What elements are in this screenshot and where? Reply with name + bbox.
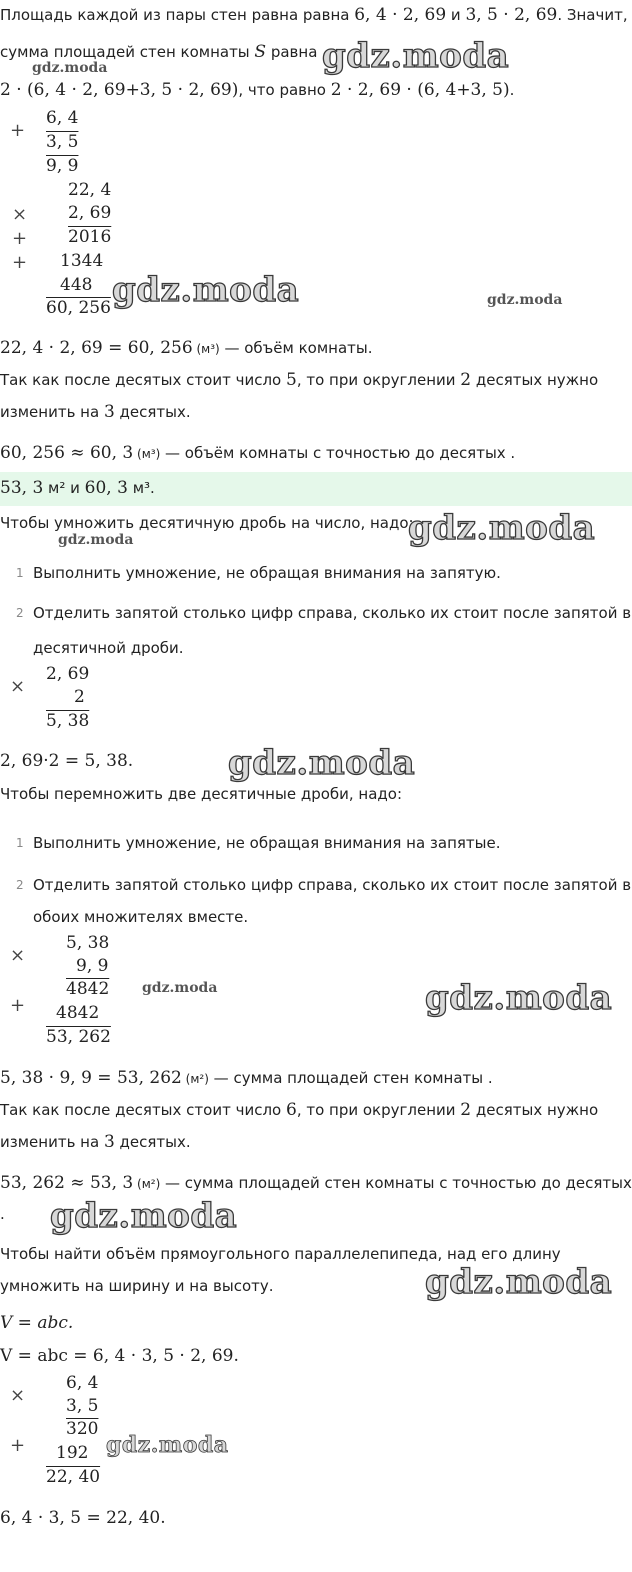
volume-line bbox=[0, 338, 373, 359]
intro-line-3 bbox=[0, 80, 514, 100]
math: 53, 3 bbox=[0, 478, 44, 498]
text: , что равно bbox=[238, 81, 331, 99]
plus-sign: + bbox=[10, 1435, 26, 1456]
list-item-continued: обоих множителях вместе. bbox=[33, 908, 249, 926]
times-sign: × bbox=[10, 1385, 26, 1406]
text: десятых нужно bbox=[471, 1101, 599, 1119]
text: , то при округлении bbox=[296, 371, 461, 389]
calc-number: 2 bbox=[74, 687, 85, 707]
text: равна bbox=[266, 43, 318, 61]
plus-sign: + bbox=[10, 120, 26, 141]
rule-line: Чтобы найти объём прямоугольного параллелепипеда, над его длину bbox=[0, 1245, 561, 1263]
math: 5 bbox=[285, 370, 297, 390]
calc-partial: 4842 bbox=[56, 1003, 100, 1023]
plus-sign: + bbox=[12, 252, 28, 273]
calc-number: 22, 4 bbox=[68, 180, 112, 200]
watermark: gdz.moda bbox=[487, 292, 563, 308]
list-item: Выполнить умножение, не обращая внимания на запятую. bbox=[33, 564, 501, 582]
text: — объём комнаты. bbox=[219, 339, 373, 357]
list-item: Отделить запятой столько цифр справа, сколько их стоит после запятой в bbox=[33, 604, 632, 622]
calc-number: 2, 69 bbox=[68, 203, 112, 223]
text: десятых. bbox=[114, 403, 191, 421]
math: 3 bbox=[103, 402, 115, 422]
rounding-line-1 bbox=[0, 1100, 598, 1120]
rounding-line-2 bbox=[0, 402, 191, 422]
approx-line bbox=[0, 443, 515, 464]
watermark: gdz.moda bbox=[106, 1432, 229, 1458]
text: — сумма площадей стен комнаты . bbox=[208, 1069, 493, 1087]
text: . bbox=[509, 81, 515, 99]
text: . Значит, bbox=[557, 6, 628, 24]
calc-result: 5, 38 bbox=[46, 711, 90, 731]
plus-sign: + bbox=[12, 228, 28, 249]
calc-result: 53, 262 bbox=[46, 1027, 111, 1047]
intro-line-1 bbox=[0, 5, 628, 25]
rounding-line-2 bbox=[0, 1132, 191, 1152]
text: Площадь каждой из пары стен равна равна bbox=[0, 6, 355, 24]
watermark: gdz.moda bbox=[142, 980, 218, 996]
rule-title: Чтобы перемножить две десятичные дроби, надо: bbox=[0, 785, 403, 803]
math: 60, 3 bbox=[84, 478, 128, 498]
plus-sign: + bbox=[10, 995, 26, 1016]
calc-partial: 2016 bbox=[68, 227, 112, 247]
text: десятых. bbox=[114, 1133, 191, 1151]
text: и bbox=[446, 6, 466, 24]
list-item-continued: десятичной дроби. bbox=[33, 639, 184, 657]
text: м² и bbox=[43, 479, 85, 497]
trailing-dot: . bbox=[0, 1205, 5, 1223]
math: 5, 38 · 9, 9 = 53, 262 bbox=[0, 1068, 182, 1088]
text: — сумма площадей стен комнаты с точностью до десятых bbox=[160, 1174, 632, 1192]
times-sign: × bbox=[10, 945, 26, 966]
text: , то при округлении bbox=[296, 1101, 461, 1119]
watermark: gdz.moda bbox=[50, 1196, 238, 1236]
unit: (м²) bbox=[133, 1177, 161, 1191]
calc-partial: 448 bbox=[60, 275, 93, 295]
calc-result: 9, 9 bbox=[46, 156, 79, 176]
list-number: 1 bbox=[16, 566, 24, 580]
watermark: gdz.moda bbox=[32, 60, 108, 76]
formula: V = abc = 6, 4 · 3, 5 · 2, 69. bbox=[0, 1346, 239, 1366]
text: м³. bbox=[127, 479, 155, 497]
math: 22, 4 · 2, 69 = 60, 256 bbox=[0, 338, 193, 358]
times-sign: × bbox=[10, 676, 26, 697]
calc-partial: 192 bbox=[56, 1443, 89, 1463]
math: 2 bbox=[460, 1100, 472, 1120]
calc-result: 60, 256 bbox=[46, 298, 111, 318]
list-item: Выполнить умножение, не обращая внимания на запятые. bbox=[33, 834, 501, 852]
watermark: gdz.moda bbox=[112, 270, 300, 310]
watermark: gdz.moda bbox=[58, 532, 134, 548]
calc-number: 3, 5 bbox=[46, 132, 79, 152]
watermark: gdz.moda bbox=[322, 36, 510, 76]
math: 3, 5 · 2, 69 bbox=[465, 5, 558, 25]
calc-partial: 1344 bbox=[60, 251, 104, 271]
math: 60, 256 ≈ 60, 3 bbox=[0, 443, 134, 463]
rule-title: Чтобы умножить десятичную дробь на число, надо: bbox=[0, 514, 414, 532]
text: изменить на bbox=[0, 403, 104, 421]
text: — объём комнаты с точностью до десятых . bbox=[160, 444, 516, 462]
result-line bbox=[0, 1508, 166, 1528]
list-number: 2 bbox=[16, 878, 24, 892]
calc-partial: 320 bbox=[66, 1419, 99, 1439]
formula: V = abc. bbox=[0, 1313, 74, 1333]
unit: (м²) bbox=[181, 1072, 209, 1086]
math: 2, 69·2 = 5, 38. bbox=[0, 751, 134, 771]
calc-result: 22, 40 bbox=[46, 1467, 101, 1487]
answer-line bbox=[0, 478, 155, 498]
math: S bbox=[254, 42, 267, 62]
times-sign: × bbox=[12, 204, 28, 225]
list-item: Отделить запятой столько цифр справа, сколько их стоит после запятой в bbox=[33, 876, 632, 894]
unit: (м³) bbox=[192, 342, 220, 356]
calc-number: 5, 38 bbox=[66, 933, 110, 953]
calc-number: 9, 9 bbox=[76, 956, 109, 976]
calc-number: 6, 4 bbox=[46, 108, 79, 128]
math: 6, 4 · 2, 69 bbox=[354, 5, 447, 25]
math: 3 bbox=[103, 1132, 115, 1152]
calc-number: 3, 5 bbox=[66, 1396, 99, 1416]
intro-line-2 bbox=[0, 42, 317, 62]
watermark: gdz.moda bbox=[425, 978, 613, 1018]
rule-line: умножить на ширину и на высоту. bbox=[0, 1277, 274, 1295]
math: 6, 4 · 3, 5 = 22, 40. bbox=[0, 1508, 166, 1528]
math: 2 · (6, 4 · 2, 69+3, 5 · 2, 69) bbox=[0, 80, 239, 100]
result-line bbox=[0, 751, 133, 771]
calc-partial: 4842 bbox=[66, 979, 110, 999]
calc-number: 2, 69 bbox=[46, 664, 90, 684]
math: 2 bbox=[460, 370, 472, 390]
list-number: 1 bbox=[16, 836, 24, 850]
math: 2 · 2, 69 · (6, 4+3, 5) bbox=[330, 80, 510, 100]
unit: (м³) bbox=[133, 447, 161, 461]
text: Так как после десятых стоит число bbox=[0, 1101, 286, 1119]
text: десятых нужно bbox=[471, 371, 599, 389]
approx-line bbox=[0, 1173, 632, 1194]
text: сумма площадей стен комнаты bbox=[0, 43, 255, 61]
area-line bbox=[0, 1068, 493, 1089]
watermark: gdz.moda bbox=[425, 1262, 613, 1302]
watermark: gdz.moda bbox=[408, 508, 596, 548]
rounding-line-1 bbox=[0, 370, 598, 390]
text: Так как после десятых стоит число bbox=[0, 371, 286, 389]
math: 6 bbox=[285, 1100, 297, 1120]
list-number: 2 bbox=[16, 606, 24, 620]
watermark: gdz.moda bbox=[228, 743, 416, 783]
text: изменить на bbox=[0, 1133, 104, 1151]
calc-number: 6, 4 bbox=[66, 1373, 99, 1393]
math: 53, 262 ≈ 53, 3 bbox=[0, 1173, 134, 1193]
